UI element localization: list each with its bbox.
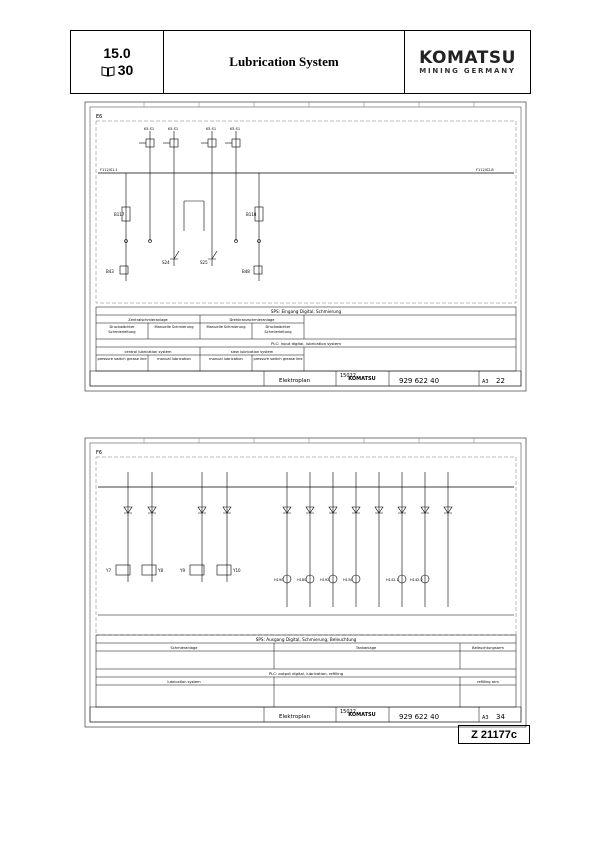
legend-cell: Druckwächter Schmierleitung [108,325,136,334]
sheet-number: 22 [496,377,505,385]
legend-cell: Druckwächter Schmierleitung [264,325,292,334]
fuse-label: K5.S1 [206,127,217,131]
page-title: Lubrication System [229,54,339,69]
component-label: B48 [242,269,250,274]
sheet-title: SPS: Ausgang Digital, Schmierung, Beleuchtung [255,637,357,642]
group-header: Schmieranlage [170,646,198,650]
component-label: H190 [274,578,284,582]
title-block-logo: KOMATSU [348,712,376,718]
group-header: Drehkranzschmieranlage [229,318,275,322]
component-label: H142-1 [386,578,399,582]
bus-label-right: F112/S2.8 [476,168,494,172]
logo-wordmark: KOMATSU [419,48,516,68]
job-number: 15022 [340,373,356,379]
component-label: Y10 [233,568,241,573]
schematic-sheet-34 [84,437,528,729]
plc-label: PLC: input digital, lubrication system [271,341,341,346]
component-label: H180 [297,578,307,582]
page-ref [101,62,134,79]
component-label: B118 [246,212,257,217]
group-header-en: central lubrication system [124,350,172,354]
paper-format: A3 [482,715,489,721]
fuse-label: K5.S1 [230,127,241,131]
section-number: 15.0 [103,45,131,61]
group-header: Beleuchtungsarm [472,646,504,650]
fuse-label: K5.S1 [144,127,155,131]
logo-subtitle: MINING GERMANY [419,67,516,75]
sheet-title: SPS: Eingang Digital, Schmierung [270,309,342,314]
plc-label: PLC: output digital, lubrication, refilling [268,671,344,676]
title-block-logo: KOMATSU [348,376,376,382]
schematic-sheet-22 [84,101,528,393]
sheet-number: 34 [496,713,505,721]
component-label: S25 [200,260,208,265]
job-number: 15022 [340,709,356,715]
component-label: Y8 [158,568,163,573]
page-number: 30 [117,62,134,78]
group-header: Tankanlage [355,646,377,650]
drawing-number: 929 622 40 [399,377,440,385]
document-code: Z 21177c [458,725,530,744]
component-label: H192 [320,578,330,582]
group-header: Zentralschmieranlage [128,318,168,322]
drawing-number: 929 622 40 [399,713,440,721]
legend-cell: Manuelle Schmierung [154,325,194,329]
component-label: S24 [162,260,170,265]
group-header-en: slew lubrication system [230,350,274,354]
frame-label: E6 [96,114,103,120]
component-label: H130 [343,578,353,582]
group-header-en: lubrication system [167,680,201,684]
komatsu-logo [404,31,530,93]
legend-cell-en: pressure switch grease line [253,357,303,361]
legend-cell-en: manual lubrication [209,357,243,361]
component-label: Y9 [180,568,185,573]
group-header-en: refilling arm [477,680,499,684]
page-header [70,30,531,94]
component-label: Y7 [106,568,111,573]
legend-cell: Manuelle Schmierung [206,325,246,329]
paper-format: A3 [482,379,489,385]
legend-cell-en: manual lubrication [157,357,191,361]
legend-cell-en: pressure switch grease line [97,357,147,361]
component-label: B43 [106,269,114,274]
book-icon [101,65,115,77]
frame-label: F6 [96,450,103,456]
component-label: H142-2 [410,578,423,582]
section-block [71,31,164,93]
doc-title: Elektroplan [279,378,311,384]
fuse-label: K5.S1 [168,127,179,131]
component-label: B117 [114,212,125,217]
doc-title: Elektroplan [279,714,311,720]
bus-label-left: F112/S1.1 [100,168,118,172]
